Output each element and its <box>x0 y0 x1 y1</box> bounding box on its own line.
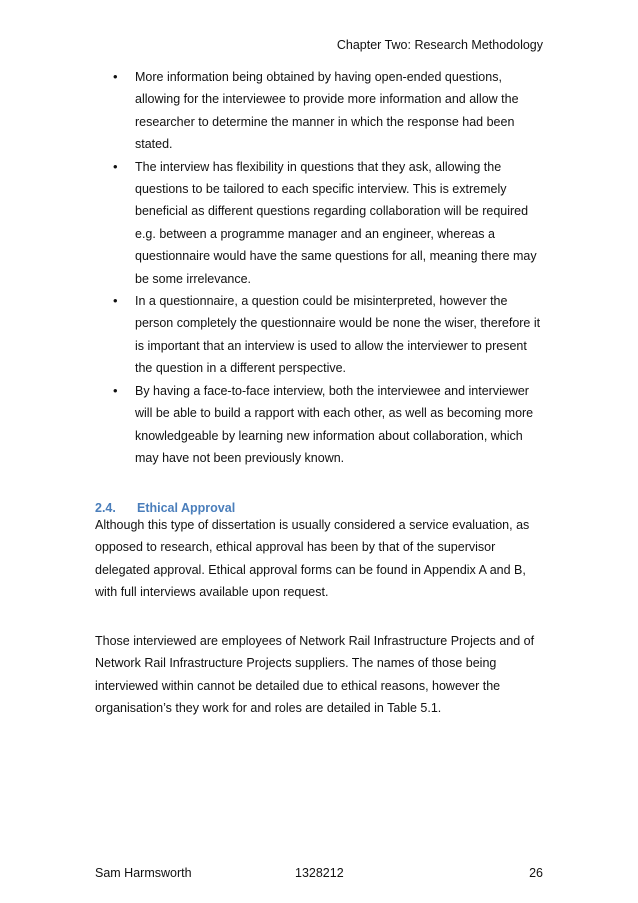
bullet-icon: • <box>113 69 118 84</box>
bullet-icon: • <box>113 293 118 309</box>
list-item <box>0 290 547 380</box>
bullet-icon: • <box>113 158 118 174</box>
section-number: 2.4. <box>95 501 116 515</box>
running-header: Chapter Two: Research Methodology <box>336 38 543 52</box>
footer-author: Sam Harmsworth <box>95 866 192 880</box>
footer-student-id: 1328212 <box>295 866 344 880</box>
bullet-list <box>0 66 638 469</box>
bullet-text: The interview has flexibility in questions that they ask, allowing the questions to be tailored to each specific interview. This is extremely beneficial as different questions regarding collaboration will be required e.g. between a programme manager and an engineer, whereas a questionnaire would have the same questions for all, meaning there may be some irrelevance. <box>135 159 537 286</box>
body-paragraph-ethical-approval: Although this type of dissertation is usually considered a service evaluation, as opposed to research, ethical approval has been by that of the supervisor delegated approval. Ethical approval forms can be found in Appendix A and B, with full interviews available upon request. <box>95 518 530 600</box>
list-item <box>0 380 547 470</box>
bullet-icon: • <box>113 382 118 398</box>
footer-page-number: 26 <box>529 866 543 880</box>
list-item <box>0 156 547 290</box>
body-paragraph-interviewees: Those interviewed are employees of Network Rail Infrastructure Projects and of Network Rail Infrastructure Projects suppliers. The names of those being interviewed within cannot be detailed due to ethical reasons, however the organisation’s they work for and roles are detailed in Table 5.1. <box>95 634 535 716</box>
list-item <box>0 66 547 156</box>
bullet-text: More information being obtained by having open-ended questions, allowing for the interviewee to provide more information and allow the researcher to determine the manner in which the response had been stated. <box>135 70 519 152</box>
section-title: Ethical Approval <box>137 501 236 515</box>
bullet-text: By having a face-to-face interview, both the interviewee and interviewer will be able to build a rapport with each other, as well as becoming more knowledgeable by learning new information about collaboration, which may have not been previously known. <box>135 383 534 465</box>
bullet-text: In a questionnaire, a question could be misinterpreted, however the person completely the questionnaire would be none the wiser, therefore it is important that an interview is used to allow the interviewer to present the question in a different perspective. <box>135 294 541 376</box>
